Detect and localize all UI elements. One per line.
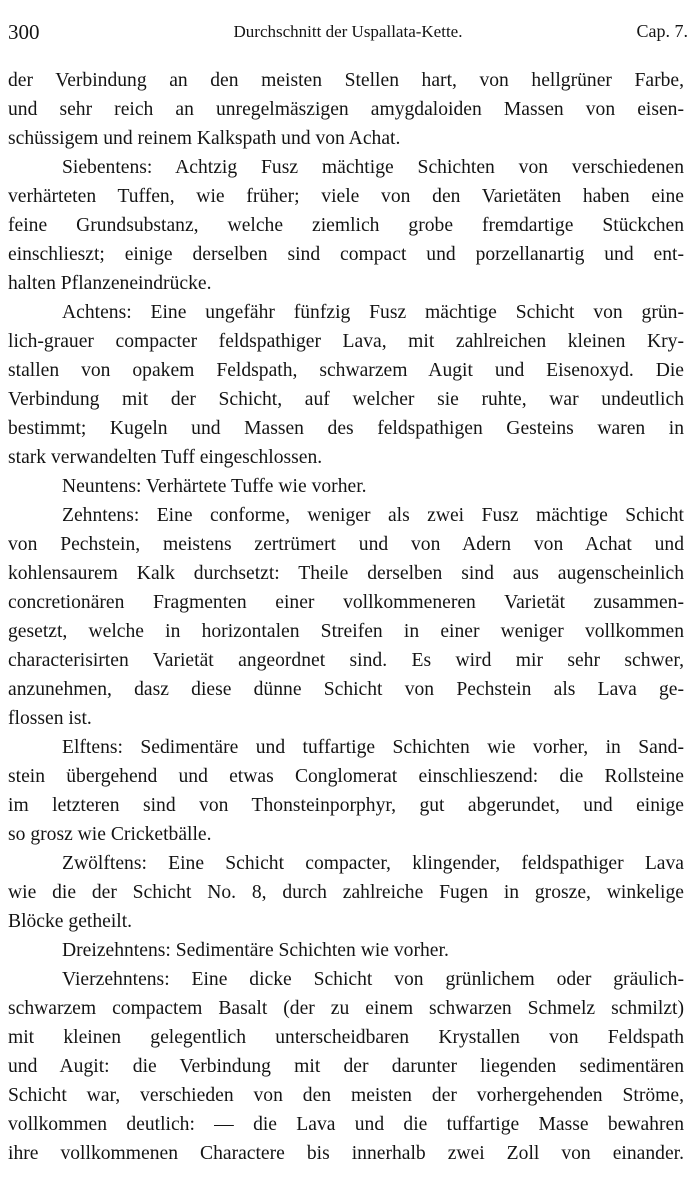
text-line: Vierzehntens: Eine dicke Schicht von grünlichem oder gräulich- (62, 969, 684, 990)
text-line: halten Pflanzeneindrücke. (8, 273, 212, 294)
text-line: Schicht war, verschieden von den meisten der vorhergehenden Ströme, (8, 1085, 684, 1106)
running-title: Durchschnitt der Uspallata-Kette. (233, 22, 463, 41)
text-line: kohlensaurem Kalk durchsetzt: Theile derselben sind aus augenscheinlich (8, 563, 684, 584)
text-line: Zehntens: Eine conforme, weniger als zwei Fusz mächtige Schicht (62, 505, 684, 526)
text-line: ihre vollkommenen Charactere bis innerhalb zwei Zoll von einander. (8, 1143, 684, 1164)
text-line: stein übergehend und etwas Conglomerat einschlieszend: die Rollsteine (8, 766, 684, 787)
text-line: Siebentens: Achtzig Fusz mächtige Schichten von verschiedenen (62, 157, 684, 178)
text-line: gesetzt, welche in horizontalen Streifen in einer weniger vollkommen (8, 621, 684, 642)
text-line: stallen von opakem Feldspath, schwarzem Augit und Eisenoxyd. Die (8, 360, 684, 381)
text-line: und Augit: die Verbindung mit der darunter liegenden sedimentären (8, 1056, 684, 1077)
page-header (8, 18, 688, 48)
text-line: Neuntens: Verhärtete Tuffe wie vorher. (62, 476, 367, 497)
text-line: mit kleinen gelegentlich unterscheidbaren Krystallen von Feldspath (8, 1027, 684, 1048)
text-line: schüssigem und reinem Kalkspath und von Achat. (8, 128, 401, 149)
text-line: flossen ist. (8, 708, 92, 729)
text-line: Blöcke getheilt. (8, 911, 133, 932)
text-line: Zwölftens: Eine Schicht compacter, klingender, feldspathiger Lava (62, 853, 684, 874)
text-line: Dreizehntens: Sedimentäre Schichten wie vorher. (62, 940, 449, 961)
text-line: und sehr reich an unregelmäszigen amygdaloiden Massen von eisen- (8, 99, 684, 120)
text-line: characterisirten Varietät angeordnet sind. Es wird mir sehr schwer, (8, 650, 684, 671)
text-line: lich-grauer compacter feldspathiger Lava, mit zahlreichen kleinen Kry- (8, 331, 684, 352)
text-line: einschlieszt; einige derselben sind compact und porzellanartig und ent- (8, 244, 684, 265)
text-line: von Pechstein, meistens zertrümert und von Adern von Achat und (8, 534, 684, 555)
text-line: schwarzem compactem Basalt (der zu einem schwarzen Schmelz schmilzt) (8, 998, 684, 1019)
text-line: bestimmt; Kugeln und Massen des feldspathigen Gesteins waren in (8, 418, 684, 439)
text-line: anzunehmen, dasz diese dünne Schicht von Pechstein als Lava ge- (8, 679, 684, 700)
text-line: concretionären Fragmenten einer vollkommeneren Varietät zusammen- (8, 592, 684, 613)
text-line: wie die der Schicht No. 8, durch zahlreiche Fugen in grosze, winkelige (8, 882, 684, 903)
text-line: feine Grundsubstanz, welche ziemlich grobe fremdartige Stückchen (8, 215, 684, 236)
text-line: Achtens: Eine ungefähr fünfzig Fusz mächtige Schicht von grün- (62, 302, 684, 323)
chapter-label: Cap. 7. (636, 21, 688, 41)
text-line: Verbindung mit der Schicht, auf welcher sie ruhte, war undeutlich (8, 389, 684, 410)
text-line: verhärteten Tuffen, wie früher; viele von den Varietäten haben eine (8, 186, 684, 207)
page-number: 300 (8, 20, 40, 44)
body-text (8, 66, 684, 1168)
text-line: vollkommen deutlich: — die Lava und die tuffartige Masse bewahren (8, 1114, 684, 1135)
text-line: stark verwandelten Tuff eingeschlossen. (8, 447, 323, 468)
text-line: im letzteren sind von Thonsteinporphyr, gut abgerundet, und einige (8, 795, 684, 816)
text-line: so grosz wie Cricketbälle. (8, 824, 212, 845)
text-line: Elftens: Sedimentäre und tuffartige Schichten wie vorher, in Sand- (62, 737, 684, 758)
text-line: der Verbindung an den meisten Stellen hart, von hellgrüner Farbe, (8, 70, 684, 91)
